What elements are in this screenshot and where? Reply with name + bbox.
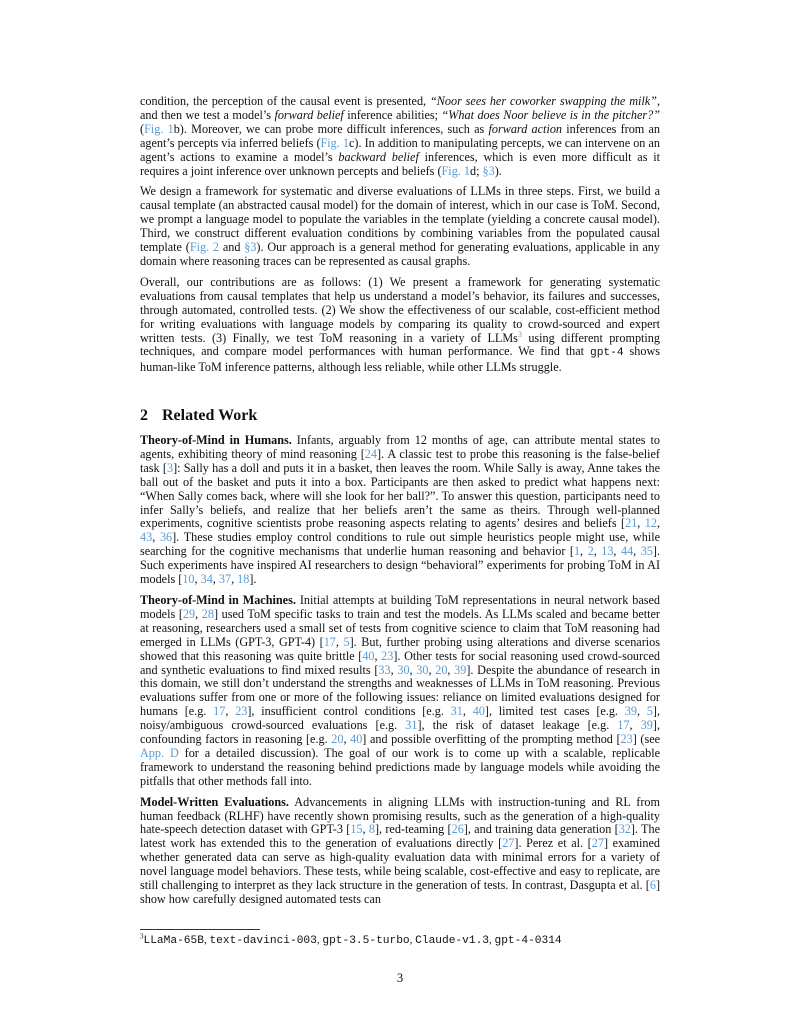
citation-link[interactable]: 28 xyxy=(201,606,214,621)
quote-noor-believes: “What does Noor believe is in the pitcher?” xyxy=(441,107,660,122)
citation-link[interactable]: 20 xyxy=(435,662,448,677)
section-number: 2 xyxy=(140,407,148,424)
footnote: $^3$LLaMa-65B, text-davinci-003, gpt-3.5-turbo, Claude-v1.3, gpt-4-0314 xyxy=(140,932,562,947)
page-number: 3 xyxy=(396,971,404,985)
figure-link[interactable]: Fig. 2 xyxy=(189,240,220,255)
citation-link[interactable]: 18 xyxy=(237,572,250,587)
citation-link[interactable]: 32 xyxy=(618,822,631,837)
paragraph-causal-event: condition, the perception of the causal event is presented, “Noor sees her coworker swapping the milk”, and then we test a model’s forward belief inference abilities; “What does Noor believe is in the pitcher?” (Fig. 1b). Moreover, we can probe more difficult inferences, such as forward action inferences from an agent’s percepts via inferred beliefs (Fig. 1c). In addition to manipulating percepts, we can intervene on an agent’s actions to examine a model’s backward belief inferences, which is even more difficult as it requires a joint inference over unknown percepts and beliefs (Fig. 1d; §3). xyxy=(140,94,661,178)
paragraph-tom-humans: Theory-of-Mind in Humans. Infants, arguably from 12 months of age, can attribute mental states to agents, exhibiting theory of mind reasoning [24]. A classic test to probe this reasoning is the false-belief task [3]: Sally has a doll and puts it in a basket, then leaves the room. While Sally is away, Anne takes the ball out of the basket and puts it into a box. Participants are then asked to predict what happens next: “When Sally comes back, where will she look for her ball?”. To answer this question, participants need to infer Sally’s beliefs, and realize that her beliefs aren’t the same as theirs. Through well-planned experiments, cognitive scientists probe reasoning aspects relating to agents’ desires and beliefs [21, 12, 43, 36]. These studies employ control conditions to rule out simple heuristics people might use, while searching for the cognitive mechanisms that underlie human reasoning and behavior [1, 2, 13, 44, 35]. Such experiments have inspired AI researchers to design “behavioral” experiments for probing ToM in AI models [10, 34, 37, 18]. xyxy=(140,433,661,587)
citation-link[interactable]: 33 xyxy=(378,662,391,677)
paragraph-model-written-evals: Model-Written Evaluations. Advancements in aligning LLMs with instruction-tuning and RL from human feedback (RLHF) have recently shown promising results, such as the generation of a high-quality hate-speech detection dataset with GPT-3 [15, 8], red-teaming [26], and training data generation [32]. The latest work has extended this to the generation of evaluations directly [27]. Perez et al. [27] examined whether generated data can serve as high-quality evaluation data with minimal errors for a variety of novel language model behaviors. These tests, while being scalable, cost-effective and easy to replicate, are still challenging to interpret as they lack structure in the generation of tests. In contrast, Dasgupta et al. [6] show how carefully designed automated tests can xyxy=(140,794,661,906)
figure-link[interactable]: Fig. 1 xyxy=(441,163,470,178)
paragraph-heading: Theory-of-Mind in Humans. xyxy=(140,433,292,447)
citation-link[interactable]: 37 xyxy=(218,572,232,587)
figure-link[interactable]: Fig. 1 xyxy=(144,121,174,136)
citation-link[interactable]: 15 xyxy=(350,822,363,837)
footnote-divider xyxy=(140,929,260,930)
citation-link[interactable]: 20 xyxy=(331,732,344,747)
citation-link[interactable]: 44 xyxy=(620,544,634,559)
citation-link[interactable]: 40 xyxy=(350,732,363,747)
citation-link[interactable]: 8 xyxy=(368,822,375,837)
paragraph-heading: Theory-of-Mind in Machines. xyxy=(140,592,296,607)
citation-link[interactable]: 26 xyxy=(451,822,464,837)
body-text-top xyxy=(140,95,660,375)
citation-link[interactable]: 5 xyxy=(646,704,653,719)
citation-link[interactable]: 30 xyxy=(397,662,410,677)
paragraph-contributions: Overall, our contributions are as follows: (1) We present a framework for generating systematic evaluations from causal templates that help us understand a model’s behavior, its failures and successes, through automated, controlled tests. (2) We show the effectiveness of our scalable, cost-efficient method for writing evaluations with language models by comparing its quality to crowd-sourced and expert written tests. (3) Finally, we test ToM reasoning in a variety of LLMs$^3$ using different prompting techniques, and compare model performances with human performance. We find that gpt-4 shows human-like ToM inference patterns, although less reliable, while other LLMs struggle. xyxy=(140,274,660,375)
citation-link[interactable]: 29 xyxy=(182,606,196,621)
citation-link[interactable]: 40 xyxy=(472,704,485,719)
citation-link[interactable]: 36 xyxy=(159,530,173,545)
section-link[interactable]: §3 xyxy=(482,163,495,178)
citation-link[interactable]: 12 xyxy=(644,516,657,531)
section-link[interactable]: §3 xyxy=(244,240,257,255)
citation-link[interactable]: 27 xyxy=(591,836,604,851)
citation-link[interactable]: 40 xyxy=(362,648,375,663)
citation-link[interactable]: 39 xyxy=(624,704,637,719)
citation-link[interactable]: 17 xyxy=(213,704,226,719)
citation-link[interactable]: 13 xyxy=(601,544,614,559)
inline-code: gpt-4 xyxy=(590,347,624,360)
citation-link[interactable]: 30 xyxy=(416,662,429,677)
footnote-number: 3 xyxy=(140,932,144,941)
section-title: Related Work xyxy=(162,407,258,424)
citation-link[interactable]: 23 xyxy=(381,648,394,663)
figure-link[interactable]: Fig. 1 xyxy=(320,135,349,150)
paragraph-tom-machines: Theory-of-Mind in Machines. Initial attempts at building ToM representations in neural network based models [29, 28] used ToM specific tasks to train and test the models. As LLMs scaled and became better at reasoning, researchers used a small set of tests from cognitive science to claim that ToM reasoning had emerged in LLMs (GPT-3, GPT-4) [17, 5]. But, further probing using alterations and diverse scenarios showed that this reasoning was quite brittle [40, 23]. Other tests for social reasoning used crowd-sourced and synthetic evaluations to find mixed results [33, 30, 30, 20, 39]. Despite the abundance of research in this domain, we still don’t understand the strengths and weaknesses of LLMs in ToM reasoning. Previous evaluations suffer from one or more of the following issues: reliance on limited evaluations designed for humans [e.g. 17, 23], insufficient control conditions [e.g. 31, 40], limited test cases [e.g. 39, 5], noisy/ambiguous crowd-sourced evaluations [e.g. 31], the risk of dataset leakage [e.g. 17, 39], confounding factors in reasoning [e.g. 20, 40] and possible overfitting of the prompting method [23] (see App. D for a detailed discussion). The goal of our work is to come up with a scalable, replicable framework to understand the reasoning behind predictions made by language models while avoiding the pitfalls that other methods fall into. xyxy=(140,592,661,788)
citation-link[interactable]: 43 xyxy=(140,530,153,545)
citation-link[interactable]: 1 xyxy=(573,544,581,559)
citation-link[interactable]: 35 xyxy=(640,544,653,559)
appendix-link[interactable]: App. D xyxy=(140,745,179,760)
citation-link[interactable]: 23 xyxy=(235,704,248,719)
citation-link[interactable]: 24 xyxy=(364,446,377,461)
section-heading xyxy=(140,407,257,425)
citation-link[interactable]: 17 xyxy=(323,634,336,649)
body-text-related-work xyxy=(140,434,660,907)
citation-link[interactable]: 34 xyxy=(200,572,213,587)
citation-link[interactable]: 3 xyxy=(166,460,174,475)
citation-link[interactable]: 23 xyxy=(620,732,633,747)
paragraph-heading: Model-Written Evaluations. xyxy=(140,794,289,809)
citation-link[interactable]: 31 xyxy=(405,718,418,733)
quote-noor-sees: “Noor sees her coworker swapping the milk” xyxy=(429,94,657,108)
paragraph-framework: We design a framework for systematic and diverse evaluations of LLMs in three steps. First, we build a causal template (an abstracted causal model) for the domain of interest, which in our case is ToM. Second, we prompt a language model to populate the variables in the template (yielding a concrete causal model). Third, we construct different evaluation conditions by combining variables from the populated causal template (Fig. 2 and §3). Our approach is a general method for generating evaluations, applicable in any domain where reasoning traces can be represented as causal graphs. xyxy=(140,184,660,268)
citation-link[interactable]: 10 xyxy=(182,572,195,587)
citation-link[interactable]: 2 xyxy=(587,544,594,559)
citation-link[interactable]: 21 xyxy=(625,516,638,531)
citation-link[interactable]: 39 xyxy=(640,718,653,733)
citation-link[interactable]: 5 xyxy=(343,634,350,649)
citation-link[interactable]: 6 xyxy=(649,878,656,893)
citation-link[interactable]: 27 xyxy=(502,836,515,851)
footnote-marker[interactable]: 3 xyxy=(517,329,522,339)
citation-link[interactable]: 17 xyxy=(617,718,630,733)
citation-link[interactable]: 31 xyxy=(450,704,463,719)
citation-link[interactable]: 39 xyxy=(454,662,467,677)
